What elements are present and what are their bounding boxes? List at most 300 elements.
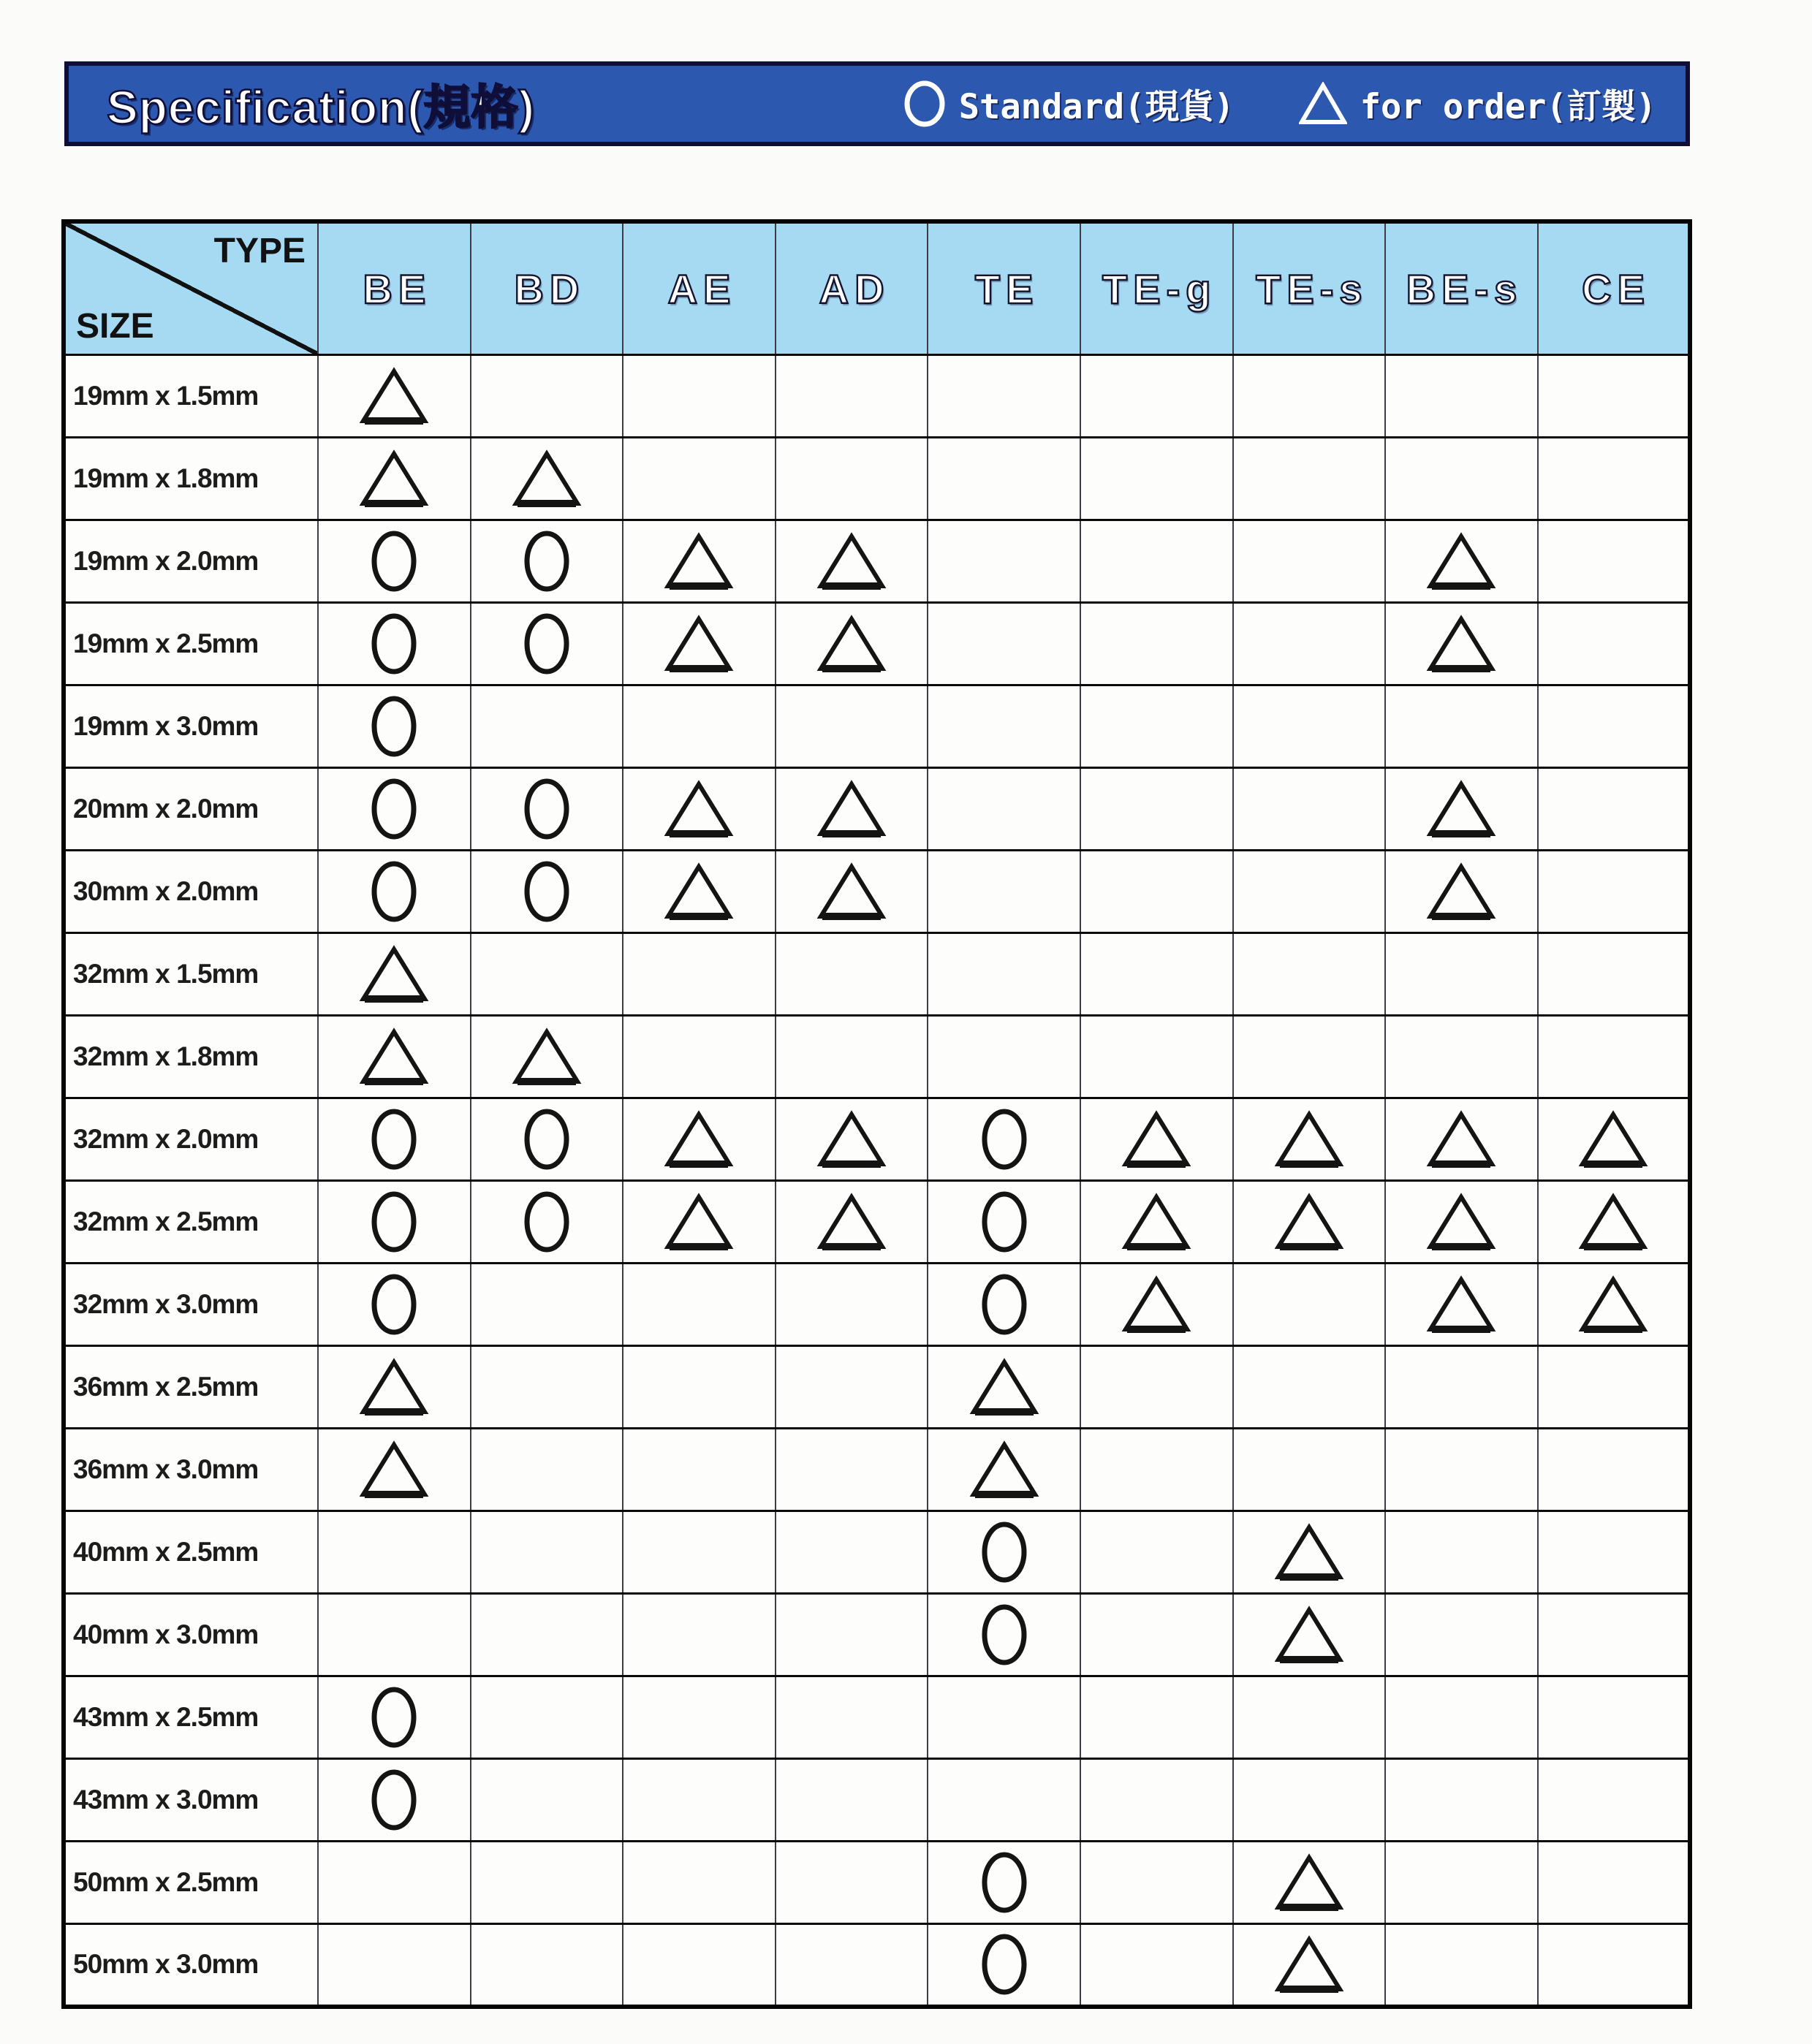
cell-40mmx2.5mm-ce	[1538, 1511, 1691, 1594]
row-label: 19mm x 3.0mm	[64, 685, 318, 768]
cell-20mmx2.0mm-ae	[623, 768, 776, 851]
cell-40mmx2.5mm-ad	[776, 1511, 928, 1594]
for-order-triangle-icon	[816, 1109, 887, 1170]
cell-32mmx1.8mm-ae	[623, 1016, 776, 1098]
cell-36mmx2.5mm-be-s	[1385, 1346, 1538, 1429]
cell-36mmx3.0mm-te	[928, 1429, 1080, 1511]
standard-circle-icon	[981, 1108, 1028, 1171]
cell-40mmx2.5mm-te-s	[1233, 1511, 1386, 1594]
for-order-triangle-icon	[359, 1026, 429, 1087]
cell-20mmx2.0mm-be-s	[1385, 768, 1538, 851]
cell-36mmx3.0mm-be-s	[1385, 1429, 1538, 1511]
cell-50mmx3.0mm-be	[318, 1924, 471, 2007]
table-row	[64, 851, 1690, 933]
cell-19mmx1.8mm-ad	[776, 438, 928, 520]
cell-43mmx3.0mm-te-g	[1080, 1759, 1233, 1842]
cell-32mmx2.0mm-be	[318, 1098, 471, 1181]
table-row	[64, 1511, 1690, 1594]
cell-43mmx2.5mm-te-g	[1080, 1676, 1233, 1759]
for-order-triangle-icon	[1426, 531, 1496, 592]
row-label: 32mm x 2.0mm	[64, 1098, 318, 1181]
row-label: 43mm x 2.5mm	[64, 1676, 318, 1759]
cell-19mmx2.0mm-be	[318, 520, 471, 603]
cell-32mmx1.8mm-ad	[776, 1016, 928, 1098]
standard-circle-icon	[371, 778, 417, 840]
cell-19mmx1.8mm-te	[928, 438, 1080, 520]
table-row	[64, 1098, 1690, 1181]
cell-40mmx3.0mm-te	[928, 1594, 1080, 1676]
cell-36mmx3.0mm-bd	[471, 1429, 623, 1511]
cell-19mmx1.8mm-te-g	[1080, 438, 1233, 520]
legend-for-order-label: for order(訂製)	[1360, 86, 1656, 127]
cell-19mmx2.0mm-te-g	[1080, 520, 1233, 603]
cell-32mmx1.8mm-te-g	[1080, 1016, 1233, 1098]
cell-40mmx3.0mm-te-s	[1233, 1594, 1386, 1676]
column-header-te-s: TE-s	[1233, 221, 1386, 355]
cell-40mmx3.0mm-be-s	[1385, 1594, 1538, 1676]
for-order-triangle-icon	[816, 531, 887, 592]
cell-32mmx2.5mm-ae	[623, 1181, 776, 1264]
for-order-triangle-icon	[1578, 1191, 1648, 1253]
cell-19mmx1.5mm-te-g	[1080, 355, 1233, 438]
cell-32mmx2.5mm-be-s	[1385, 1181, 1538, 1264]
cell-50mmx3.0mm-te-s	[1233, 1924, 1386, 2007]
cell-43mmx2.5mm-be	[318, 1676, 471, 1759]
cell-19mmx2.5mm-ad	[776, 603, 928, 685]
for-order-triangle-icon	[1578, 1274, 1648, 1335]
cell-20mmx2.0mm-bd	[471, 768, 623, 851]
for-order-triangle-icon	[1274, 1852, 1344, 1913]
row-label: 32mm x 1.8mm	[64, 1016, 318, 1098]
cell-43mmx3.0mm-ae	[623, 1759, 776, 1842]
cell-40mmx2.5mm-ae	[623, 1511, 776, 1594]
cell-36mmx3.0mm-te-g	[1080, 1429, 1233, 1511]
cell-43mmx2.5mm-ad	[776, 1676, 928, 1759]
cell-36mmx2.5mm-ce	[1538, 1346, 1691, 1429]
column-header-be: BE	[318, 221, 471, 355]
cell-43mmx2.5mm-be-s	[1385, 1676, 1538, 1759]
cell-19mmx3.0mm-be-s	[1385, 685, 1538, 768]
cell-32mmx2.0mm-bd	[471, 1098, 623, 1181]
legend-standard-label: Standard(現貨)	[958, 86, 1235, 127]
standard-circle-icon	[523, 860, 570, 923]
for-order-triangle-icon	[664, 1191, 734, 1253]
cell-19mmx2.0mm-ad	[776, 520, 928, 603]
for-order-triangle-icon	[1426, 778, 1496, 840]
cell-32mmx2.0mm-te-g	[1080, 1098, 1233, 1181]
standard-circle-icon	[981, 1851, 1028, 1914]
cell-19mmx1.5mm-bd	[471, 355, 623, 438]
cell-32mmx3.0mm-te-s	[1233, 1264, 1386, 1346]
cell-19mmx1.5mm-ae	[623, 355, 776, 438]
for-order-triangle-icon	[1274, 1934, 1344, 1995]
cell-32mmx2.0mm-ae	[623, 1098, 776, 1181]
table-row	[64, 1429, 1690, 1511]
cell-40mmx3.0mm-ce	[1538, 1594, 1691, 1676]
cell-19mmx2.0mm-ce	[1538, 520, 1691, 603]
table-row	[64, 1759, 1690, 1842]
cell-19mmx2.0mm-bd	[471, 520, 623, 603]
cell-32mmx1.8mm-be	[318, 1016, 471, 1098]
table-row	[64, 355, 1690, 438]
cell-30mmx2.0mm-be	[318, 851, 471, 933]
table-row	[64, 438, 1690, 520]
cell-32mmx2.5mm-ad	[776, 1181, 928, 1264]
cell-50mmx2.5mm-bd	[471, 1842, 623, 1924]
cell-32mmx3.0mm-ae	[623, 1264, 776, 1346]
row-label: 50mm x 2.5mm	[64, 1842, 318, 1924]
cell-30mmx2.0mm-te-s	[1233, 851, 1386, 933]
column-header-te-g: TE-g	[1080, 221, 1233, 355]
cell-30mmx2.0mm-ad	[776, 851, 928, 933]
row-label: 36mm x 2.5mm	[64, 1346, 318, 1429]
table-row	[64, 1264, 1690, 1346]
cell-36mmx2.5mm-bd	[471, 1346, 623, 1429]
cell-32mmx1.8mm-ce	[1538, 1016, 1691, 1098]
cell-32mmx1.8mm-te-s	[1233, 1016, 1386, 1098]
for-order-triangle-icon	[816, 861, 887, 922]
cell-40mmx3.0mm-be	[318, 1594, 471, 1676]
cell-50mmx2.5mm-ad	[776, 1842, 928, 1924]
for-order-triangle-icon	[1299, 82, 1347, 126]
row-label: 32mm x 1.5mm	[64, 933, 318, 1016]
for-order-triangle-icon	[1426, 861, 1496, 922]
cell-32mmx1.8mm-te	[928, 1016, 1080, 1098]
standard-circle-icon	[523, 530, 570, 593]
cell-32mmx2.0mm-te-s	[1233, 1098, 1386, 1181]
cell-40mmx3.0mm-ae	[623, 1594, 776, 1676]
cell-32mmx2.0mm-ad	[776, 1098, 928, 1181]
cell-36mmx2.5mm-te-g	[1080, 1346, 1233, 1429]
standard-circle-icon	[523, 612, 570, 675]
cell-36mmx2.5mm-te	[928, 1346, 1080, 1429]
cell-40mmx2.5mm-bd	[471, 1511, 623, 1594]
for-order-triangle-icon	[359, 1439, 429, 1500]
cell-20mmx2.0mm-be	[318, 768, 471, 851]
cell-20mmx2.0mm-te-g	[1080, 768, 1233, 851]
cell-20mmx2.0mm-te-s	[1233, 768, 1386, 851]
cell-19mmx2.5mm-ce	[1538, 603, 1691, 685]
for-order-triangle-icon	[816, 613, 887, 675]
cell-50mmx3.0mm-te	[928, 1924, 1080, 2007]
spec-table	[61, 219, 1692, 2009]
cell-19mmx2.5mm-te	[928, 603, 1080, 685]
row-label: 19mm x 1.8mm	[64, 438, 318, 520]
standard-circle-icon	[523, 1190, 570, 1253]
cell-36mmx3.0mm-ad	[776, 1429, 928, 1511]
cell-32mmx3.0mm-ad	[776, 1264, 928, 1346]
standard-circle-icon	[523, 1108, 570, 1171]
cell-19mmx1.5mm-ad	[776, 355, 928, 438]
cell-30mmx2.0mm-be-s	[1385, 851, 1538, 933]
corner-cell	[64, 221, 318, 355]
row-label: 50mm x 3.0mm	[64, 1924, 318, 2007]
for-order-triangle-icon	[664, 1109, 734, 1170]
row-label: 19mm x 1.5mm	[64, 355, 318, 438]
cell-32mmx2.0mm-te	[928, 1098, 1080, 1181]
cell-43mmx3.0mm-bd	[471, 1759, 623, 1842]
cell-50mmx3.0mm-ce	[1538, 1924, 1691, 2007]
corner-type-label: TYPE	[213, 232, 306, 270]
column-header-ae: AE	[623, 221, 776, 355]
title-banner	[64, 61, 1690, 146]
cell-32mmx1.5mm-bd	[471, 933, 623, 1016]
cell-50mmx3.0mm-bd	[471, 1924, 623, 2007]
cell-50mmx2.5mm-ce	[1538, 1842, 1691, 1924]
row-label: 40mm x 2.5mm	[64, 1511, 318, 1594]
for-order-triangle-icon	[359, 943, 429, 1005]
cell-19mmx2.5mm-te-g	[1080, 603, 1233, 685]
cell-32mmx1.5mm-be-s	[1385, 933, 1538, 1016]
standard-circle-icon	[523, 778, 570, 840]
cell-32mmx1.5mm-te	[928, 933, 1080, 1016]
standard-circle-icon	[371, 612, 417, 675]
corner-size-label: SIZE	[76, 307, 154, 346]
cell-36mmx2.5mm-be	[318, 1346, 471, 1429]
cell-19mmx3.0mm-te-s	[1233, 685, 1386, 768]
standard-circle-icon	[371, 1686, 417, 1749]
cell-43mmx3.0mm-ce	[1538, 1759, 1691, 1842]
cell-32mmx2.5mm-te	[928, 1181, 1080, 1264]
cell-43mmx2.5mm-ce	[1538, 1676, 1691, 1759]
cell-32mmx2.0mm-be-s	[1385, 1098, 1538, 1181]
table-row	[64, 1016, 1690, 1098]
cell-32mmx3.0mm-te-g	[1080, 1264, 1233, 1346]
cell-19mmx2.0mm-te	[928, 520, 1080, 603]
cell-43mmx3.0mm-te	[928, 1759, 1080, 1842]
cell-36mmx3.0mm-ae	[623, 1429, 776, 1511]
standard-circle-icon	[371, 1273, 417, 1336]
cell-36mmx3.0mm-te-s	[1233, 1429, 1386, 1511]
cell-32mmx2.5mm-te-g	[1080, 1181, 1233, 1264]
cell-19mmx1.8mm-bd	[471, 438, 623, 520]
cell-32mmx1.5mm-te-s	[1233, 933, 1386, 1016]
cell-30mmx2.0mm-ae	[623, 851, 776, 933]
legend-item-for-order	[1299, 80, 1656, 129]
row-label: 30mm x 2.0mm	[64, 851, 318, 933]
for-order-triangle-icon	[1426, 1191, 1496, 1253]
cell-43mmx2.5mm-ae	[623, 1676, 776, 1759]
cell-43mmx3.0mm-te-s	[1233, 1759, 1386, 1842]
cell-19mmx1.5mm-be	[318, 355, 471, 438]
for-order-triangle-icon	[1274, 1604, 1344, 1665]
cell-32mmx3.0mm-bd	[471, 1264, 623, 1346]
cell-32mmx3.0mm-te	[928, 1264, 1080, 1346]
cell-19mmx3.0mm-ad	[776, 685, 928, 768]
cell-43mmx3.0mm-be	[318, 1759, 471, 1842]
cell-36mmx3.0mm-ce	[1538, 1429, 1691, 1511]
page-title: Specification(規格)	[107, 81, 535, 134]
table-row	[64, 1594, 1690, 1676]
cell-43mmx2.5mm-te-s	[1233, 1676, 1386, 1759]
for-order-triangle-icon	[512, 448, 582, 509]
table-row	[64, 603, 1690, 685]
cell-19mmx2.5mm-be-s	[1385, 603, 1538, 685]
cell-32mmx3.0mm-ce	[1538, 1264, 1691, 1346]
cell-40mmx2.5mm-te	[928, 1511, 1080, 1594]
for-order-triangle-icon	[664, 778, 734, 840]
table-row	[64, 933, 1690, 1016]
cell-40mmx2.5mm-be	[318, 1511, 471, 1594]
cell-20mmx2.0mm-te	[928, 768, 1080, 851]
for-order-triangle-icon	[664, 613, 734, 675]
cell-30mmx2.0mm-ce	[1538, 851, 1691, 933]
cell-30mmx2.0mm-bd	[471, 851, 623, 933]
for-order-triangle-icon	[969, 1356, 1039, 1418]
for-order-triangle-icon	[1121, 1109, 1191, 1170]
standard-circle-icon	[371, 530, 417, 593]
cell-30mmx2.0mm-te-g	[1080, 851, 1233, 933]
cell-19mmx1.8mm-be-s	[1385, 438, 1538, 520]
column-header-ce: CE	[1538, 221, 1691, 355]
cell-32mmx3.0mm-be	[318, 1264, 471, 1346]
cell-19mmx2.5mm-be	[318, 603, 471, 685]
standard-circle-icon	[903, 80, 946, 128]
column-header-bd: BD	[471, 221, 623, 355]
standard-circle-icon	[371, 860, 417, 923]
table-row	[64, 520, 1690, 603]
cell-32mmx3.0mm-be-s	[1385, 1264, 1538, 1346]
row-label: 20mm x 2.0mm	[64, 768, 318, 851]
cell-50mmx2.5mm-be	[318, 1842, 471, 1924]
table-row	[64, 1676, 1690, 1759]
for-order-triangle-icon	[664, 531, 734, 592]
for-order-triangle-icon	[816, 778, 887, 840]
legend-item-standard	[903, 80, 1235, 129]
row-label: 40mm x 3.0mm	[64, 1594, 318, 1676]
standard-circle-icon	[371, 1108, 417, 1171]
cell-19mmx1.5mm-ce	[1538, 355, 1691, 438]
cell-32mmx1.8mm-bd	[471, 1016, 623, 1098]
cell-19mmx3.0mm-be	[318, 685, 471, 768]
cell-19mmx2.5mm-bd	[471, 603, 623, 685]
cell-50mmx3.0mm-te-g	[1080, 1924, 1233, 2007]
cell-19mmx3.0mm-ce	[1538, 685, 1691, 768]
cell-19mmx1.8mm-ce	[1538, 438, 1691, 520]
cell-20mmx2.0mm-ce	[1538, 768, 1691, 851]
cell-32mmx2.5mm-te-s	[1233, 1181, 1386, 1264]
standard-circle-icon	[371, 695, 417, 758]
for-order-triangle-icon	[1274, 1109, 1344, 1170]
cell-32mmx2.5mm-ce	[1538, 1181, 1691, 1264]
row-label: 43mm x 3.0mm	[64, 1759, 318, 1842]
cell-19mmx2.0mm-ae	[623, 520, 776, 603]
cell-43mmx2.5mm-te	[928, 1676, 1080, 1759]
row-label: 32mm x 3.0mm	[64, 1264, 318, 1346]
for-order-triangle-icon	[359, 365, 429, 427]
cell-20mmx2.0mm-ad	[776, 768, 928, 851]
cell-32mmx1.5mm-ae	[623, 933, 776, 1016]
cell-43mmx2.5mm-bd	[471, 1676, 623, 1759]
table-row	[64, 1842, 1690, 1924]
cell-36mmx2.5mm-te-s	[1233, 1346, 1386, 1429]
for-order-triangle-icon	[1426, 1109, 1496, 1170]
cell-40mmx2.5mm-te-g	[1080, 1511, 1233, 1594]
for-order-triangle-icon	[1426, 1274, 1496, 1335]
cell-50mmx2.5mm-ae	[623, 1842, 776, 1924]
cell-36mmx3.0mm-be	[318, 1429, 471, 1511]
table-row	[64, 1346, 1690, 1429]
cell-19mmx1.5mm-te-s	[1233, 355, 1386, 438]
standard-circle-icon	[371, 1190, 417, 1253]
for-order-triangle-icon	[1274, 1521, 1344, 1583]
cell-40mmx2.5mm-be-s	[1385, 1511, 1538, 1594]
for-order-triangle-icon	[512, 1026, 582, 1087]
cell-40mmx3.0mm-ad	[776, 1594, 928, 1676]
cell-19mmx1.8mm-ae	[623, 438, 776, 520]
row-label: 19mm x 2.0mm	[64, 520, 318, 603]
cell-32mmx2.5mm-bd	[471, 1181, 623, 1264]
cell-19mmx1.5mm-be-s	[1385, 355, 1538, 438]
for-order-triangle-icon	[359, 448, 429, 509]
cell-19mmx1.8mm-be	[318, 438, 471, 520]
for-order-triangle-icon	[1121, 1274, 1191, 1335]
table-row	[64, 768, 1690, 851]
cell-32mmx1.8mm-be-s	[1385, 1016, 1538, 1098]
standard-circle-icon	[981, 1190, 1028, 1253]
cell-30mmx2.0mm-te	[928, 851, 1080, 933]
header-row	[64, 221, 1690, 355]
for-order-triangle-icon	[359, 1356, 429, 1418]
cell-32mmx1.5mm-ce	[1538, 933, 1691, 1016]
cell-19mmx3.0mm-bd	[471, 685, 623, 768]
cell-32mmx2.0mm-ce	[1538, 1098, 1691, 1181]
cell-32mmx1.5mm-ad	[776, 933, 928, 1016]
row-label: 32mm x 2.5mm	[64, 1181, 318, 1264]
cell-19mmx3.0mm-te	[928, 685, 1080, 768]
cell-50mmx3.0mm-ad	[776, 1924, 928, 2007]
cell-40mmx3.0mm-bd	[471, 1594, 623, 1676]
cell-50mmx2.5mm-te-s	[1233, 1842, 1386, 1924]
cell-19mmx2.0mm-be-s	[1385, 520, 1538, 603]
table-row	[64, 1181, 1690, 1264]
cell-19mmx2.0mm-te-s	[1233, 520, 1386, 603]
standard-circle-icon	[981, 1933, 1028, 1996]
column-header-ad: AD	[776, 221, 928, 355]
for-order-triangle-icon	[664, 861, 734, 922]
cell-19mmx2.5mm-te-s	[1233, 603, 1386, 685]
cell-32mmx2.5mm-be	[318, 1181, 471, 1264]
cell-43mmx3.0mm-be-s	[1385, 1759, 1538, 1842]
row-label: 36mm x 3.0mm	[64, 1429, 318, 1511]
for-order-triangle-icon	[1426, 613, 1496, 675]
cell-19mmx3.0mm-ae	[623, 685, 776, 768]
for-order-triangle-icon	[1121, 1191, 1191, 1253]
standard-circle-icon	[981, 1603, 1028, 1666]
cell-19mmx1.5mm-te	[928, 355, 1080, 438]
cell-50mmx2.5mm-te	[928, 1842, 1080, 1924]
cell-50mmx3.0mm-ae	[623, 1924, 776, 2007]
for-order-triangle-icon	[1578, 1109, 1648, 1170]
cell-50mmx2.5mm-te-g	[1080, 1842, 1233, 1924]
for-order-triangle-icon	[969, 1439, 1039, 1500]
column-header-te: TE	[928, 221, 1080, 355]
cell-36mmx2.5mm-ae	[623, 1346, 776, 1429]
cell-50mmx3.0mm-be-s	[1385, 1924, 1538, 2007]
for-order-triangle-icon	[1274, 1191, 1344, 1253]
standard-circle-icon	[981, 1273, 1028, 1336]
cell-19mmx2.5mm-ae	[623, 603, 776, 685]
cell-43mmx3.0mm-ad	[776, 1759, 928, 1842]
legend	[903, 80, 1656, 129]
cell-36mmx2.5mm-ad	[776, 1346, 928, 1429]
for-order-triangle-icon	[816, 1191, 887, 1253]
table-row	[64, 685, 1690, 768]
column-header-be-s: BE-s	[1385, 221, 1538, 355]
cell-40mmx3.0mm-te-g	[1080, 1594, 1233, 1676]
table-row	[64, 1924, 1690, 2007]
cell-32mmx1.5mm-be	[318, 933, 471, 1016]
